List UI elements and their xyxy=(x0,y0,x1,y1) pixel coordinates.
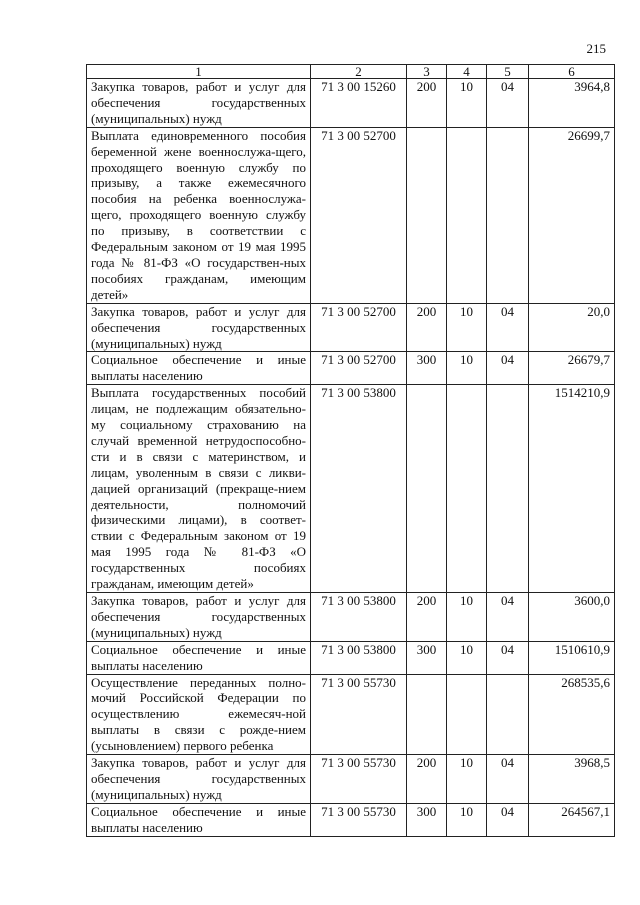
amount-cell: 26679,7 xyxy=(529,352,615,385)
section-cell: 10 xyxy=(447,641,487,674)
expense-type-cell xyxy=(407,385,447,593)
amount-cell: 1510610,9 xyxy=(529,641,615,674)
item-name-cell: Закупка товаров, работ и услуг для обеспечения государственных (муниципальных) нужд xyxy=(87,79,311,128)
item-name-cell: Выплата единовременного пособия беременной жене военнослужа-щего, проходящего военную службу по призыву, а также ежемесячного пособия на ребенка военнослужа-щего, проходящего военную службу по призыву, в соответствии с Федеральным законом от 19 мая 1995 года № 81-ФЗ «О государствен-ных пособиях гражданам, имеющим детей» xyxy=(87,127,311,303)
section-cell: 10 xyxy=(447,755,487,804)
subsection-cell xyxy=(487,127,529,303)
table-row xyxy=(87,593,615,642)
target-article-cell: 71 3 00 55730 xyxy=(311,674,407,755)
section-cell xyxy=(447,674,487,755)
section-cell xyxy=(447,385,487,593)
subsection-cell: 04 xyxy=(487,641,529,674)
table-row xyxy=(87,352,615,385)
amount-cell: 264567,1 xyxy=(529,803,615,836)
expense-type-cell xyxy=(407,674,447,755)
header-cell: 2 xyxy=(311,65,407,79)
section-cell: 10 xyxy=(447,303,487,352)
amount-cell: 3964,8 xyxy=(529,79,615,128)
expense-type-cell: 200 xyxy=(407,593,447,642)
item-name-cell: Выплата государственных пособий лицам, не подлежащим обязательно-му социальному страхованию на случай временной нетрудоспособно-сти и в связи с материнством, и лицам, уволенным в связи с ликви-дацией организаций (прекраще-нием деятельности, полномочий физическими лицами), в соответ-ствии с Федеральным законом от 19 мая 1995 года № 81-ФЗ «О государственных пособиях гражданам, имеющим детей» xyxy=(87,385,311,593)
amount-cell: 26699,7 xyxy=(529,127,615,303)
target-article-cell: 71 3 00 53800 xyxy=(311,641,407,674)
subsection-cell: 04 xyxy=(487,755,529,804)
item-name-cell: Закупка товаров, работ и услуг для обеспечения государственных (муниципальных) нужд xyxy=(87,593,311,642)
table-header-row xyxy=(87,65,615,79)
amount-cell: 268535,6 xyxy=(529,674,615,755)
table-row xyxy=(87,641,615,674)
subsection-cell: 04 xyxy=(487,803,529,836)
expense-type-cell: 200 xyxy=(407,79,447,128)
amount-cell: 3968,5 xyxy=(529,755,615,804)
amount-cell: 3600,0 xyxy=(529,593,615,642)
target-article-cell: 71 3 00 52700 xyxy=(311,352,407,385)
target-article-cell: 71 3 00 53800 xyxy=(311,385,407,593)
table-row xyxy=(87,755,615,804)
subsection-cell: 04 xyxy=(487,79,529,128)
subsection-cell xyxy=(487,674,529,755)
target-article-cell: 71 3 00 55730 xyxy=(311,755,407,804)
table-row xyxy=(87,803,615,836)
header-cell: 1 xyxy=(87,65,311,79)
subsection-cell: 04 xyxy=(487,352,529,385)
item-name-cell: Социальное обеспечение и иные выплаты населению xyxy=(87,803,311,836)
header-cell: 3 xyxy=(407,65,447,79)
table-row xyxy=(87,127,615,303)
subsection-cell: 04 xyxy=(487,303,529,352)
subsection-cell xyxy=(487,385,529,593)
section-cell: 10 xyxy=(447,352,487,385)
expense-type-cell: 300 xyxy=(407,803,447,836)
target-article-cell: 71 3 00 55730 xyxy=(311,803,407,836)
header-cell: 5 xyxy=(487,65,529,79)
item-name-cell: Закупка товаров, работ и услуг для обеспечения государственных (муниципальных) нужд xyxy=(87,755,311,804)
page-number: 215 xyxy=(586,41,606,56)
section-cell: 10 xyxy=(447,803,487,836)
table-row xyxy=(87,303,615,352)
expense-type-cell: 300 xyxy=(407,352,447,385)
target-article-cell: 71 3 00 15260 xyxy=(311,79,407,128)
item-name-cell: Социальное обеспечение и иные выплаты населению xyxy=(87,352,311,385)
target-article-cell: 71 3 00 53800 xyxy=(311,593,407,642)
expense-type-cell: 200 xyxy=(407,755,447,804)
expense-type-cell: 200 xyxy=(407,303,447,352)
header-cell: 6 xyxy=(529,65,615,79)
section-cell: 10 xyxy=(447,79,487,128)
item-name-cell: Социальное обеспечение и иные выплаты населению xyxy=(87,641,311,674)
section-cell: 10 xyxy=(447,593,487,642)
budget-table xyxy=(86,64,615,837)
expense-type-cell: 300 xyxy=(407,641,447,674)
amount-cell: 20,0 xyxy=(529,303,615,352)
subsection-cell: 04 xyxy=(487,593,529,642)
item-name-cell: Закупка товаров, работ и услуг для обеспечения государственных (муниципальных) нужд xyxy=(87,303,311,352)
table-row xyxy=(87,385,615,593)
amount-cell: 1514210,9 xyxy=(529,385,615,593)
expense-type-cell xyxy=(407,127,447,303)
target-article-cell: 71 3 00 52700 xyxy=(311,127,407,303)
section-cell xyxy=(447,127,487,303)
target-article-cell: 71 3 00 52700 xyxy=(311,303,407,352)
table-row xyxy=(87,79,615,128)
header-cell: 4 xyxy=(447,65,487,79)
table-row xyxy=(87,674,615,755)
item-name-cell: Осуществление переданных полно-мочий Российской Федерации по осуществлению ежемесяч-ной выплаты в связи с рожде-нием (усыновлением) первого ребенка xyxy=(87,674,311,755)
